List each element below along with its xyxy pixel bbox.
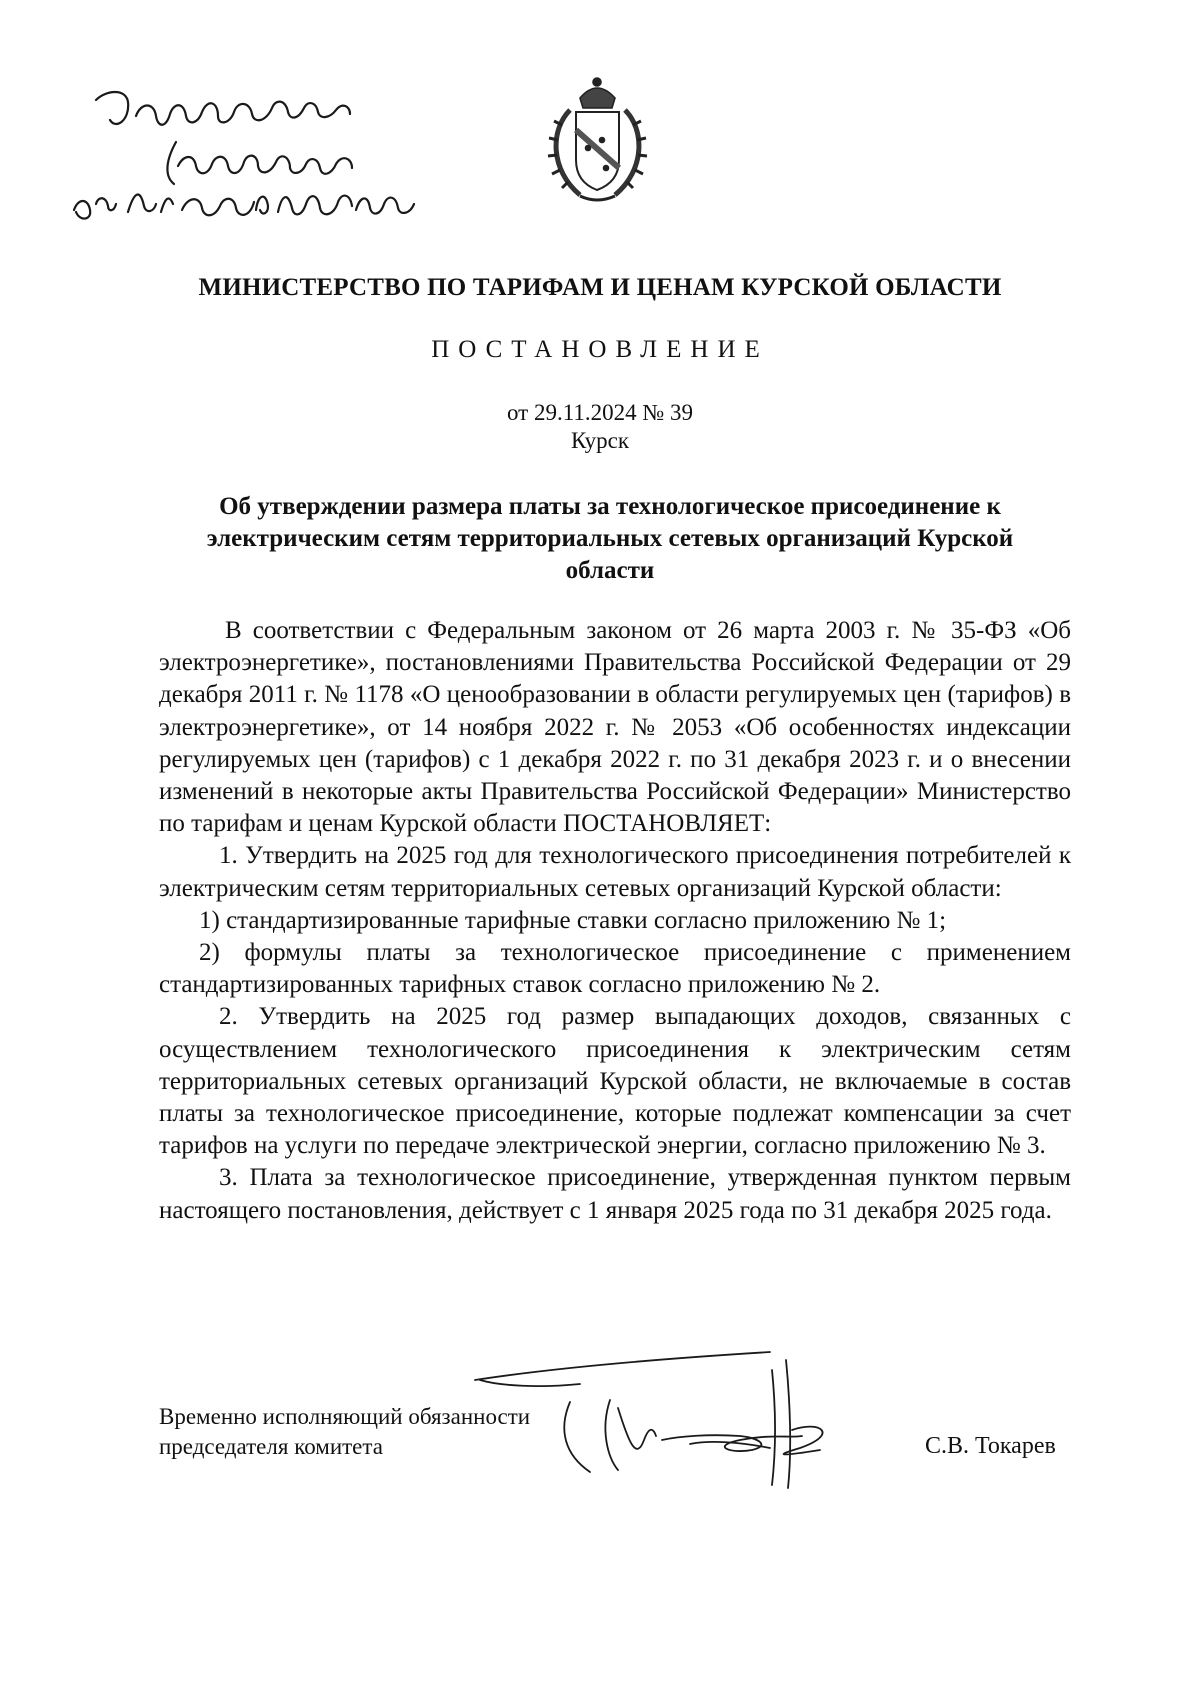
document-body — [159, 615, 1071, 1227]
registration-handwritten-note — [66, 80, 466, 230]
signatory-position-line-1: Временно исполняющий обязанности — [159, 1404, 531, 1429]
item-1-1-paragraph: 1) стандартизированные тарифные ставки согласно приложению № 1; — [199, 906, 947, 934]
handwritten-signature — [440, 1340, 920, 1490]
ministry-name: МИНИСТЕРСТВО ПО ТАРИФАМ И ЦЕНАМ КУРСКОЙ ОБЛАСТИ — [198, 274, 1002, 301]
signatory-position-line-2: председателя комитета — [159, 1434, 383, 1459]
kursk-coat-of-arms-icon — [540, 70, 655, 210]
item-1-2-paragraph: 2) формулы платы за технологическое присоединение с применением стандартизированных тарифных ставок согласно приложению № 2. — [159, 939, 1071, 999]
document-title: Об утверждении размера платы за технологическое присоединение к электрическим сетям территориальных сетевых организаций Курской области — [206, 493, 1014, 584]
preamble-paragraph: В соответствии с Федеральным законом от 26 марта 2003 г. № 35-ФЗ «Об электроэнергетике», постановлениями Правительства Российской Федерации от 29 декабря 2011 г. № 1178 «О ценообразовании в области регулируемых цен (тарифов) в электроэнергетике», от 14 ноября 2022 г. № 2053 «Об особенностях индексации регулируемых цен (тарифов) с 1 декабря 2022 г. по 31 декабря 2023 г. и о внесении изменений в некоторые акты Правительства Российской Федерации» Министерство по тарифам и ценам Курской области ПОСТАНОВЛЯЕТ: — [159, 617, 1071, 838]
signatory-name: С.В. Токарев — [925, 1433, 1056, 1459]
document-type: ПОСТАНОВЛЕНИЕ — [431, 336, 769, 363]
item-3-paragraph: 3. Плата за технологическое присоединение, утвержденная пунктом первым настоящего постановления, действует с 1 января 2025 года по 31 декабря 2025 года. — [159, 1164, 1071, 1224]
item-1-paragraph: 1. Утвердить на 2025 год для технологического присоединения потребителей к электрическим сетям территориальных сетевых организаций Курской области: — [159, 842, 1071, 902]
item-2-paragraph: 2. Утвердить на 2025 год размер выпадающих доходов, связанных с осуществлением технологического присоединения к электрическим сетям территориальных сетевых организаций Курской области, не включаемые в состав платы за технологическое присоединение, которые подлежат компенсации за счет тарифов на услуги по передаче электрической энергии, согласно приложению № 3. — [159, 1003, 1071, 1160]
document-date-number: от 29.11.2024 № 39 — [506, 400, 694, 425]
document-city: Курск — [571, 428, 629, 453]
